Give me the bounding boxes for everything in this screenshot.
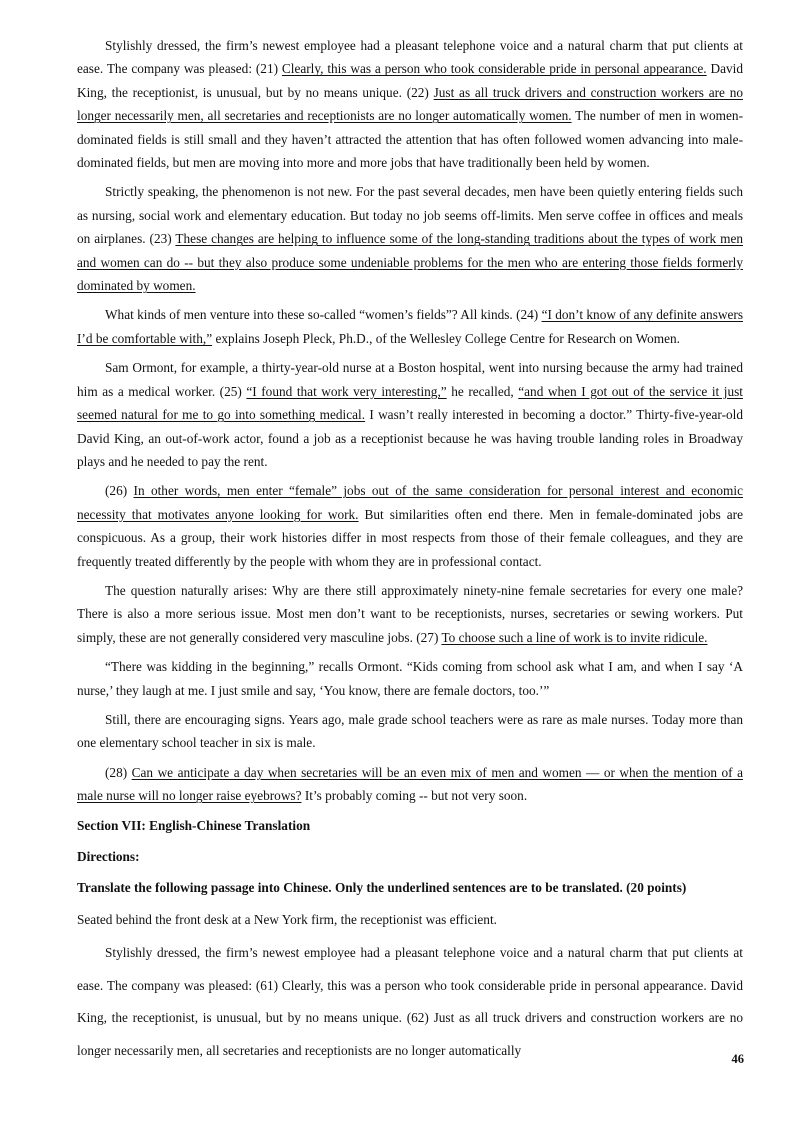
translation-lead-sentence: Seated behind the front desk at a New York firm, the receptionist was efficient.	[77, 911, 497, 927]
underlined-sentence-28: Can we anticipate a day when secretaries will be an even mix of men and women — or when the mention of a male nurse will no longer raise eyebrows?	[77, 764, 743, 804]
paragraph-2: Strictly speaking, the phenomenon is not new. For the past several decades, men have been quietly entering fields such as nursing, social work and elementary education. But today no job seems off-limits. Men serve coffee in offices and meals on airplanes. (23) These changes are helping to influence some of the long-standing traditions about the types of work men and women can do -- but they also produce some undeniable problems for the men who are entering those fields formerly dominated by women.	[77, 184, 743, 294]
translation-paragraph-1: Stylishly dressed, the firm’s newest employee had a pleasant telephone voice and a natural charm that put clients at ease. The company was pleased: (61) Clearly, this was a person who took considerable pride in personal appearance. David King, the receptionist, is unusual, but by no means unique. (62) Just as all truck drivers and construction workers are no longer necessarily men, all secretaries and receptionists are no longer automatically	[77, 945, 743, 1058]
document-page	[77, 34, 743, 1071]
underlined-sentence-26: In other words, men enter “female” jobs out of the same consideration for personal interest and economic necessity that motivates anyone looking for work.	[77, 483, 743, 522]
page-number: 46	[731, 1052, 744, 1066]
paragraph-7: “There was kidding in the beginning,” recalls Ormont. “Kids coming from school ask what I am, and when I say ‘A nurse,’ they laugh at me. I just smile and say, ‘You know, there are female doctors, too.’”	[77, 659, 743, 698]
paragraph-9: (28) Can we anticipate a day when secretaries will be an even mix of men and women — or when the mention of a male nurse will no longer raise eyebrows? It’s probably coming -- but not very soon.	[77, 764, 743, 804]
section-title: Section VII: English-Chinese Translation	[77, 817, 311, 833]
underlined-sentence-21: Clearly, this was a person who took considerable pride in personal appearance.	[281, 61, 707, 77]
section-instruction: Translate the following passage into Chinese. Only the underlined sentences are to be translated. (20 points)	[77, 880, 687, 896]
paragraph-5: (26) In other words, men enter “female” jobs out of the same consideration for personal interest and economic necessity that motivates anyone looking for work. But similarities often end there. Men in female-dominated jobs are conspicuous. As a group, their work histories differ in most respects from those of their female colleagues, and they are frequently treated differently by the people with whom they are in professional contact.	[77, 483, 743, 569]
section-directions-label: Directions:	[77, 849, 140, 864]
underlined-sentence-27: To choose such a line of work is to invite ridicule.	[441, 629, 708, 645]
underlined-sentence-25b: “and when I got out of the service it just seemed natural for me to go into something medical.	[77, 383, 743, 423]
paragraph-4: Sam Ormont, for example, a thirty-year-old nurse at a Boston hospital, went into nursing because the army had trained him as a medical worker. (25) “I found that work very interesting,” he recalled, “and when I got out of the service it just seemed natural for me to go into something medical. I wasn’t really interested in becoming a doctor.” Thirty-five-year-old David King, an out-of-work actor, found a job as a receptionist because he was having trouble landing roles in Broadway plays and he needed to pay the rent.	[77, 360, 743, 469]
paragraph-8: Still, there are encouraging signs. Years ago, male grade school teachers were as rare as male nurses. Today more than one elementary school teacher in six is male.	[77, 711, 743, 751]
underlined-sentence-23: These changes are helping to influence some of the long-standing traditions about the types of work men and women can do -- but they also produce some undeniable problems for the men who are entering those fields formerly dominated by women.	[77, 231, 743, 294]
paragraph-1: Stylishly dressed, the firm’s newest employee had a pleasant telephone voice and a natural charm that put clients at ease. The company was pleased: (21) Clearly, this was a person who took considerable pride in personal appearance. David King, the receptionist, is unusual, but by no means unique. (22) Just as all truck drivers and construction workers are no longer necessarily men, all secretaries and receptionists are no longer automatically women. The number of men in women-dominated fields is still small and they haven’t attracted the attention that has often followed women advancing into male-dominated fields, but men are moving into more and more jobs that have traditionally been held by women.	[77, 38, 743, 171]
underlined-sentence-22: Just as all truck drivers and construction workers are no longer necessarily men, all secretaries and receptionists are no longer automatically women.	[77, 84, 743, 124]
underlined-sentence-24: “I don’t know of any definite answers I’d be comfortable with,”	[77, 307, 743, 346]
paragraph-3: What kinds of men venture into these so-called “women’s fields”? All kinds. (24) “I don’t know of any definite answers I’d be comfortable with,” explains Joseph Pleck, Ph.D., of the Wellesley College Centre for Research on Women.	[77, 307, 743, 346]
underlined-sentence-25a: “I found that work very interesting,”	[246, 383, 447, 399]
paragraph-6: The question naturally arises: Why are there still approximately ninety-nine female secretaries for every one male? There is also a more serious issue. Most men don’t want to be receptionists, nurses, secretaries or sewing workers. Put simply, these are not generally considered very masculine jobs. (27) To choose such a line of work is to invite ridicule.	[77, 582, 743, 645]
